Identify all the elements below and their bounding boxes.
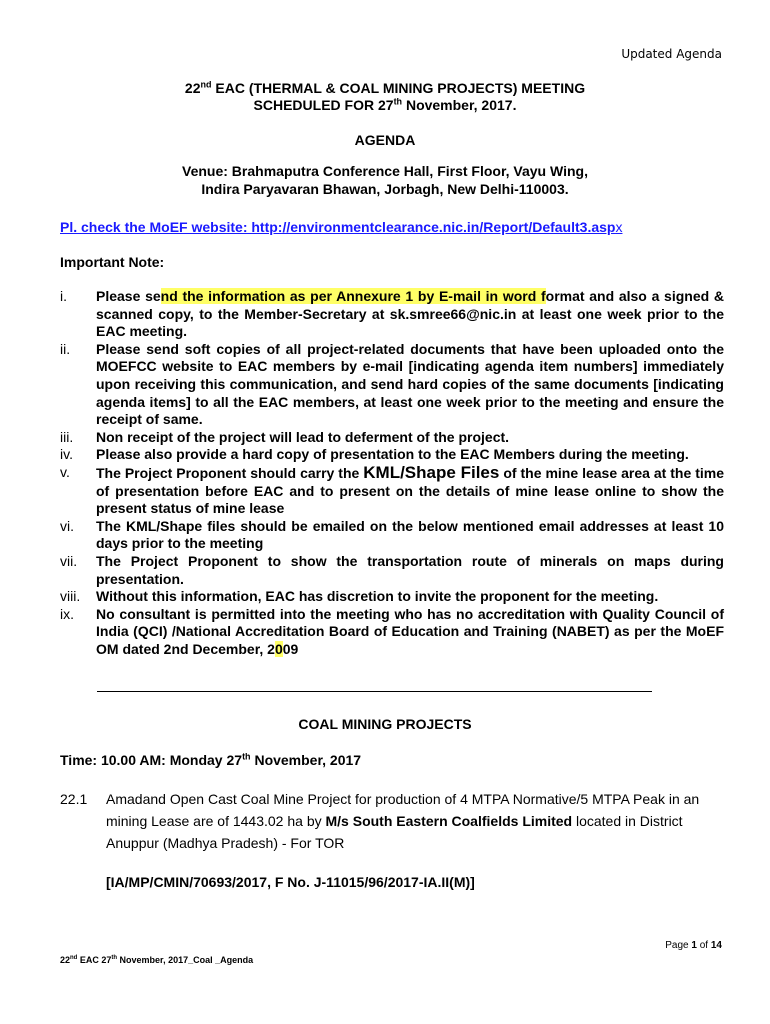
note-item: [60, 446, 724, 464]
highlighted-text: nd the information as per Annexure 1 by E-mail in word f: [160, 288, 546, 304]
agenda-item: [60, 788, 724, 854]
page-number: Page 1 of 14: [665, 940, 722, 951]
section-heading: COAL MINING PROJECTS: [298, 716, 472, 732]
note-number: iv.: [60, 446, 73, 463]
note-text: No consultant is permitted into the meeting who has no accreditation with Quality Council of India (QCI) /National Accreditation Board of Education and Training (NABET) as per the MoEF OM dated 2nd December, 2009: [96, 605, 724, 657]
note-number: ii.: [60, 340, 71, 357]
note-number: viii.: [60, 588, 81, 605]
note-text: The KML/Shape files should be emailed on the below mentioned email addresses at least 10 days prior to the meeting: [96, 517, 724, 552]
venue-line-2: Indira Paryavaran Bhawan, Jorbagh, New Delhi-110003.: [201, 181, 569, 197]
note-number: v.: [60, 463, 70, 480]
note-text: Without this information, EAC has discretion to invite the proponent for the meeting.: [96, 588, 659, 605]
section-divider: [97, 691, 652, 692]
meeting-title: 22nd EAC (THERMAL & COAL MINING PROJECTS) MEETING: [184, 79, 586, 96]
file-reference: [IA/MP/CMIN/70693/2017, F No. J-11015/96/2017-IA.II(M)]: [106, 874, 475, 890]
note-item: [60, 288, 724, 341]
note-item: [60, 588, 724, 606]
note-text: Please send soft copies of all project-related documents that have been uploaded onto the MOEFCC website to EAC members by e-mail [indicating agenda item numbers] immediately upon receiving this communication, and send hard copies of the same documents [indicating agenda items] to all the EAC members, at least one week prior to the meeting and ensure the receipt of same.: [96, 340, 724, 428]
note-number: ix.: [60, 605, 74, 622]
note-number: vii.: [60, 552, 78, 569]
agenda-item-text: Amadand Open Cast Coal Mine Project for production of 4 MTPA Normative/5 MTPA Peak in an mining Lease are of 1443.02 ha by M/s South Eastern Coalfields Limited located in District Anuppur (Madhya Pradesh) - For TOR: [106, 791, 700, 851]
meeting-time: Time: 10.00 AM: Monday 27th November, 2017: [60, 751, 362, 768]
note-number: i.: [60, 288, 67, 304]
note-item: [60, 429, 724, 447]
note-item: [60, 553, 724, 588]
note-number: vi.: [60, 517, 74, 534]
note-number: iii.: [60, 428, 74, 445]
moef-website-link[interactable]: Pl. check the MoEF website: http://environmentclearance.nic.in/Report/Default3.aspx: [60, 219, 623, 235]
important-note-heading: Important Note:: [60, 254, 165, 270]
note-text: The Project Proponent to show the transportation route of minerals on maps during presentation.: [96, 552, 724, 587]
note-text: Please also provide a hard copy of presentation to the EAC Members during the meeting.: [96, 446, 689, 463]
agenda-item-number: 22.1: [60, 791, 88, 807]
agenda-heading: AGENDA: [354, 132, 416, 148]
meeting-schedule: SCHEDULED FOR 27th November, 2017.: [253, 96, 517, 113]
venue-line-1: Venue: Brahmaputra Conference Hall, First Floor, Vayu Wing,: [182, 163, 588, 179]
note-item: [60, 464, 724, 518]
note-text: The Project Proponent should carry the KML/Shape Files of the mine lease area at the time of presentation before EAC and to present on the details of mine lease online to show the present status of mine lease: [96, 462, 724, 517]
note-item: [60, 341, 724, 429]
updated-agenda-label: Updated Agenda: [621, 47, 722, 61]
note-text: Please send the information as per Annexure 1 by E-mail in word format and also a signed & scanned copy, to the Member-Secretary at sk.smree66@nic.in at least one week prior to the EAC meeting.: [96, 288, 724, 340]
note-item: [60, 518, 724, 553]
note-item: [60, 606, 724, 659]
note-text: Non receipt of the project will lead to deferment of the project.: [96, 428, 510, 445]
important-notes-list: [60, 288, 724, 658]
footer-text: 22nd EAC 27th November, 2017_Coal _Agenda: [60, 955, 254, 965]
